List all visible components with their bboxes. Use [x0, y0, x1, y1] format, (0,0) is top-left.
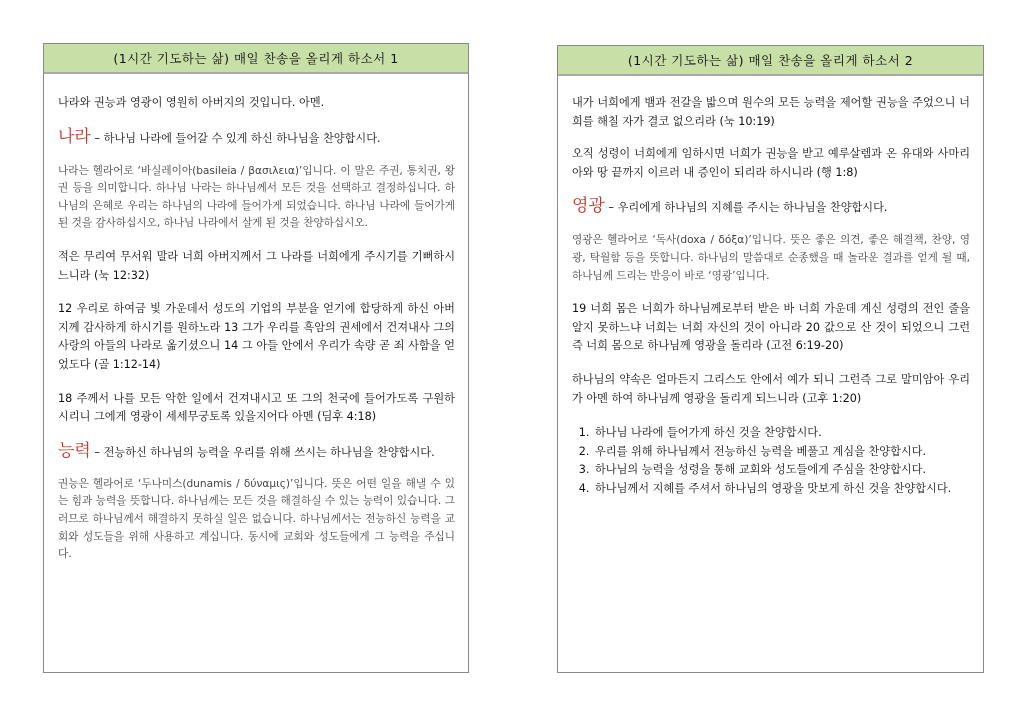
- kingdom-word: 나라: [58, 126, 91, 147]
- list-item: 2. 우리를 위해 하나님께서 전능하신 능력을 베풀고 계심을 찬양합시다.: [593, 443, 970, 462]
- left-page-card: [43, 43, 469, 673]
- glory-heading: [572, 195, 970, 219]
- glory-word: 영광: [572, 196, 605, 217]
- kingdom-heading: [58, 126, 455, 150]
- power-praise-text: 전능하신 하나님의 능력을 우리를 위해 쓰시는 하나님을 찬양합시다.: [103, 445, 435, 459]
- right-page-card: [557, 45, 984, 673]
- praise-summary-list: [572, 424, 970, 498]
- kingdom-verse-luke: 적은 무리여 무서워 말라 너희 아버지께서 그 나라를 너희에게 주시기를 기뻐하시느니라 (눅 12:32): [58, 249, 455, 282]
- power-explanation: 권능은 헬라어로 ‘두나미스(dunamis / δύναμις)’입니다. 뜻은 어떤 일을 해낼 수 있는 힘과 능력을 뜻합니다. 하나님께는 모든 것을 해결하실 수 있는 능력이 있습니다. 그러므로 하나님께서 해결하지 못하실 일은 없습니다. 하나님께서는 전능하신 능력을 교회와 성도들을 위해 사용하고 계십니다. 동시에 교회와 성도들에게 그 능력을 주십니다.: [58, 477, 455, 561]
- glory-explanation: 영광은 헬라어로 ‘독사(doxa / δόξα)’입니다. 뜻은 좋은 의견, 좋은 해결책, 찬양, 영광, 탁월함 등을 뜻합니다. 하나님의 말씀대로 순종했을 때 놀라운 결과를 얻게 될 때, 하나님께 드리는 반응이 바로 ‘영광’입니다.: [572, 234, 970, 282]
- left-page-body: [44, 94, 468, 564]
- kingdom-verse-col: 12 우리로 하여금 빛 가운데서 성도의 기업의 부분을 얻기에 합당하게 하신 아버지께 감사하게 하시기를 원하노라 13 그가 우리를 흑암의 권세에서 건져내사 그의 사랑의 아들의 나라로 옮기셨으니 14 그 아들 안에서 우리가 속량 곧 죄 사함을 얻었도다 (골 1:12-14): [58, 302, 455, 371]
- power-dash: –: [90, 445, 104, 459]
- power-heading: [58, 441, 455, 463]
- power-verse-luke: 내가 너희에게 뱀과 전갈을 밟으며 원수의 모든 능력을 제어할 권능을 주었으니 너희를 해칠 자가 결코 없으리라 (눅 10:19): [572, 96, 970, 128]
- glory-praise-text: 우리에게 하나님의 지혜를 주시는 하나님을 찬양합시다.: [617, 201, 888, 215]
- list-item: 3. 하나님의 능력을 성령을 통해 교회와 성도들에게 주심을 찬양합시다.: [593, 461, 970, 480]
- kingdom-explanation: 나라는 헬라어로 ‘바실레이아(basileia / βασιλεια)’입니다. 이 말은 주권, 통치권, 왕권 등을 의미합니다. 하나님 나라는 하나님께서 모든 것을 선택하고 결정하십니다. 하나님의 은혜로 우리는 하나님의 나라에 들어가게 되었습니다. 하나님 나라에 들어가게 된 것을 감사하십시오, 하나님 나라에서 살게 된 것을 찬양하십시오.: [58, 164, 455, 230]
- power-verse-acts: 오직 성령이 너희에게 임하시면 너희가 권능을 받고 예루살렘과 온 유대와 사마리아와 땅 끝까지 이르러 내 증인이 되리라 하시니라 (행 1:8): [572, 147, 970, 179]
- kingdom-verse-tim: 18 주께서 나를 모든 악한 일에서 건져내시고 또 그의 천국에 들어가도록 구원하시리니 그에게 영광이 세세무궁토록 있을지어다 아멘 (딤후 4:18): [58, 391, 455, 424]
- glory-dash: –: [604, 201, 618, 215]
- kingdom-praise-text: 하나님 나라에 들어갈 수 있게 하신 하나님을 찬양합시다.: [103, 131, 381, 145]
- list-item: 1. 하나님 나라에 들어가게 하신 것을 찬양합시다.: [593, 424, 970, 443]
- right-page-header: (1시간 기도하는 삶) 매일 찬송을 올리게 하소서 2: [558, 46, 983, 76]
- power-word: 능력: [58, 440, 91, 461]
- glory-verse-cor: 19 너희 몸은 너희가 하나님께로부터 받은 바 너희 가운데 계신 성령의 전인 줄을 알지 못하느냐 너희는 너희 자신의 것이 아니라 20 값으로 산 것이 되었으니 그런즉 너희 몸으로 하나님께 영광을 돌리라 (고전 6:19-20): [572, 302, 970, 353]
- glory-verse-2cor: 하나님의 약속은 얼마든지 그리스도 안에서 예가 되니 그런즉 그로 말미암아 우리가 아멘 하여 하나님께 영광을 돌리게 되느니라 (고후 1:20): [572, 372, 970, 405]
- list-item: 4. 하나님께서 지혜를 주셔서 하나님의 영광을 맛보게 하신 것을 찬양합시다.: [593, 480, 970, 499]
- intro-doxology: 나라와 권능과 영광이 영원히 아버지의 것입니다. 아멘.: [58, 96, 325, 109]
- kingdom-dash: –: [90, 131, 104, 145]
- right-page-body: [558, 94, 983, 499]
- left-page-header: (1시간 기도하는 삶) 매일 찬송을 올리게 하소서 1: [44, 44, 468, 74]
